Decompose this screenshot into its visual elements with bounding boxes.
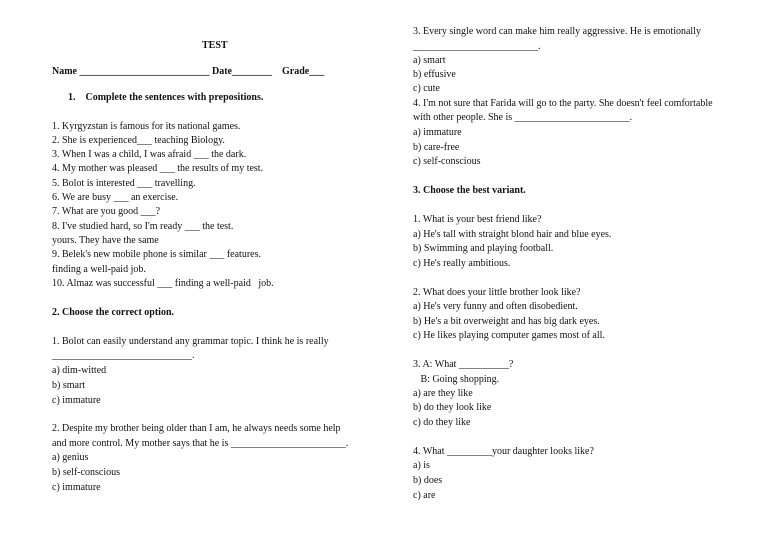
option: a) smart [413, 55, 446, 66]
question-stem: 1. Bolot can easily understand any grammar topic. I think he is really [52, 336, 329, 347]
section1-item: 1. Kyrgyzstan is famous for its national games. [52, 121, 241, 132]
option: c) immature [52, 395, 101, 406]
answer-blank: ____________________________. [52, 350, 195, 361]
option: c) cute [413, 83, 440, 94]
section1-item: 7. What are you good ___? [52, 206, 161, 217]
section1-item: 4. My mother was pleased ___ the results of my test. [52, 163, 264, 174]
section1-item: 8. I've studied hard, so I'm ready ___ the test. [52, 221, 234, 232]
section1-item: 2. She is experienced___ teaching Biology. [52, 135, 225, 146]
section2-heading: 2. Choose the correct option. [52, 307, 175, 318]
option: a) immature [413, 127, 462, 138]
section1-item: 6. We are busy ___ an exercise. [52, 192, 179, 203]
option: a) He's tall with straight blond hair and blue eyes. [413, 229, 612, 240]
option: c) are [413, 490, 436, 501]
option: c) self-conscious [413, 156, 481, 167]
section1-item: yours. They have the same [52, 235, 159, 246]
question-stem-continued: with other people. She is _______________________. [413, 112, 633, 123]
question-stem: 2. Despite my brother being older than I am, he always needs some help [52, 423, 341, 434]
option: a) genius [52, 452, 89, 463]
option: b) effusive [413, 69, 456, 80]
section1-item: 5. Bolot is interested ___ travelling. [52, 178, 196, 189]
option: b) care-free [413, 142, 460, 153]
question-stem-continued: and more control. My mother says that he is _______________________. [52, 438, 349, 449]
option: b) smart [52, 380, 86, 391]
answer-blank: _________________________. [413, 41, 541, 52]
option: a) is [413, 460, 430, 471]
section3-heading: 3. Choose the best variant. [413, 185, 526, 196]
option: b) Swimming and playing football. [413, 243, 554, 254]
option: c) do they like [413, 417, 471, 428]
section1-heading: 1. Complete the sentences with prepositions. [68, 92, 264, 103]
section1-item: finding a well-paid job. [52, 264, 146, 275]
question-stem: 2. What does your little brother look like? [413, 287, 581, 298]
question-stem: 3. A: What __________? [413, 359, 514, 370]
option: c) immature [52, 482, 101, 493]
option: b) does [413, 475, 443, 486]
option: c) He's really ambitious. [413, 258, 511, 269]
student-info-line: Name __________________________ Date________ Grade___ [52, 66, 325, 77]
option: b) do they look like [413, 402, 492, 413]
page-title: TEST [202, 40, 228, 51]
question-stem: 1. What is your best friend like? [413, 214, 542, 225]
option: b) He's a bit overweight and has big dark eyes. [413, 316, 600, 327]
section1-item: 10. Almaz was successful ___ finding a well-paid job. [52, 278, 274, 289]
option: b) self-conscious [52, 467, 121, 478]
section1-item: 3. When I was a child, I was afraid ___ the dark. [52, 149, 247, 160]
question-stem: 3. Every single word can make him really aggressive. He is emotionally [413, 26, 701, 37]
option: c) He likes playing computer games most of all. [413, 330, 605, 341]
option: a) He's very funny and often disobedient. [413, 301, 578, 312]
question-stem: 4. What _________your daughter looks like? [413, 446, 594, 457]
dialogue-reply: B: Going shopping. [413, 374, 500, 385]
option: a) dim-witted [52, 365, 107, 376]
question-stem: 4. I'm not sure that Farida will go to the party. She doesn't feel comfortable [413, 98, 713, 109]
option: a) are they like [413, 388, 473, 399]
section1-item: 9. Belek's new mobile phone is similar ___ features. [52, 249, 261, 260]
